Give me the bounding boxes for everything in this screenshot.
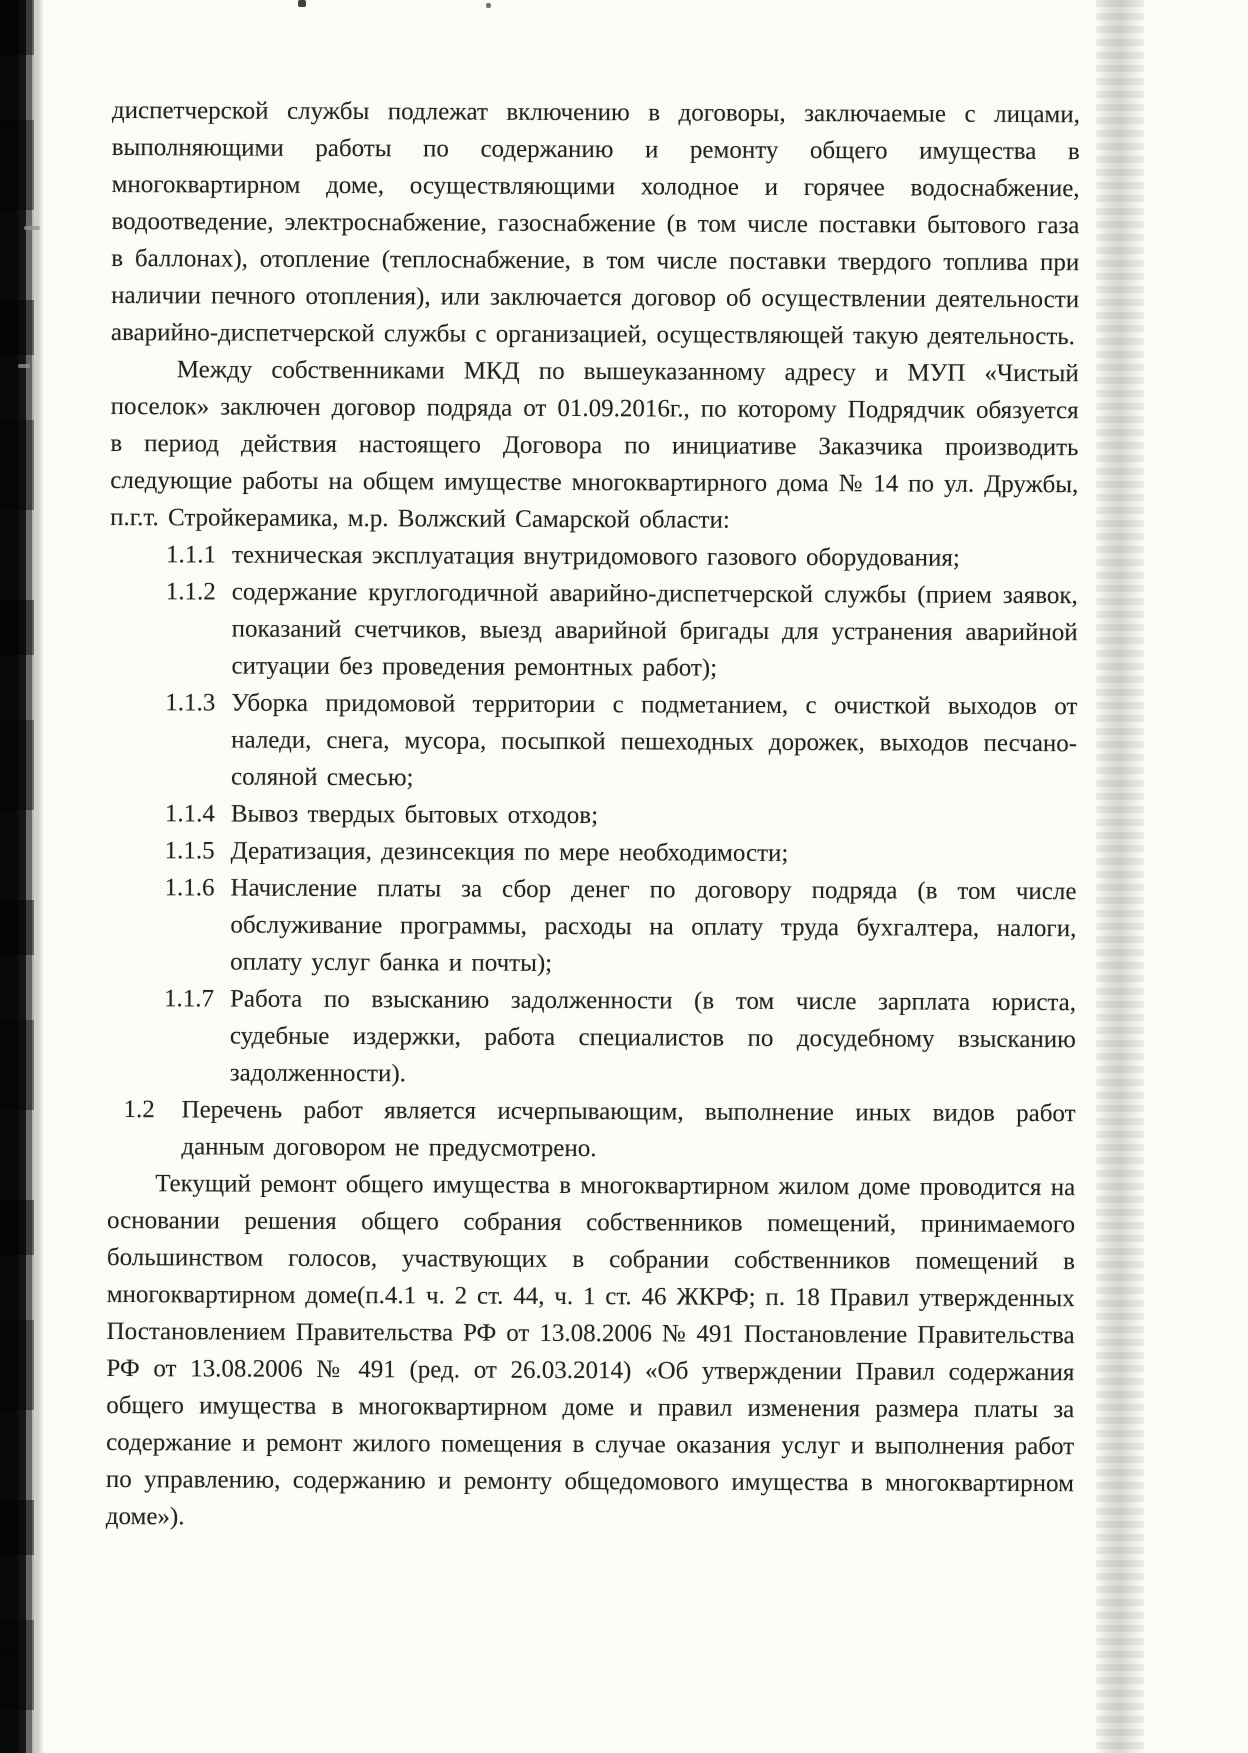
works-list xyxy=(107,536,1078,1169)
paragraph-dispatch-service: диспетчерской службы подлежат включению в договоры, заключаемые с лицами, выполняющими работы по содержанию и ремонту общего имущества в многоквартирном доме, осуществляющими холодное и горячее водоснабжение, водоотведение, электроснабжение, газоснабжение (в том числе поставки бытового газа в баллонах), отопление (теплоснабжение, в том числе поставки твердого топлива при наличии печного отопления), или заключается договор об осуществлении деятельности аварийно-диспетчерской службы с организацией, осуществляющей такую деятельность. xyxy=(110,96,1080,351)
list-item-number: 1.1.6 xyxy=(164,874,215,902)
list-item xyxy=(109,795,1077,836)
scan-speck xyxy=(24,226,40,230)
scan-edge-right xyxy=(1096,0,1144,1753)
list-item-number: 1.1.1 xyxy=(165,541,217,569)
scan-speck xyxy=(18,364,30,368)
scan-edge-left xyxy=(0,0,44,1753)
document-body xyxy=(106,92,1080,1539)
list-item xyxy=(108,980,1076,1095)
list-item-text: Работа по взысканию задолженности (в том числе зарплата юриста, судебные издержки, работа специалистов по досудебному взысканию задолженности). xyxy=(229,985,1077,1088)
list-item xyxy=(109,573,1077,688)
list-item-number: 1.1.4 xyxy=(164,800,215,828)
list-item-text: Вывоз твердых бытовых отходов; xyxy=(230,800,599,830)
list-item xyxy=(110,536,1078,577)
list-item xyxy=(109,684,1077,799)
list-item xyxy=(107,1091,1075,1169)
list-item-number: 1.1.7 xyxy=(163,985,215,1013)
list-item-number: 1.1.3 xyxy=(165,689,216,717)
list-item xyxy=(109,832,1077,873)
list-item-text: Начисление платы за сбор денег по договору подряда (в том числе обслуживание программы, расходы на оплату труда бухгалтера, налоги, оплату услуг банка и почты); xyxy=(230,874,1077,977)
list-item-text: Уборка придомовой территории с подметанием, с очисткой выходов от наледи, снега, мусора, посыпкой пешеходных дорожек, выходов песчано-соляной смесью; xyxy=(230,689,1078,792)
scan-speck xyxy=(298,0,306,7)
scan-speck xyxy=(486,3,491,8)
list-item-text: содержание круглогодичной аварийно-диспетчерской службы (прием заявок, показаний счетчиков, выезд аварийной бригады для устранения аварийной ситуации без проведения ремонтных работ); xyxy=(231,578,1078,682)
list-item-number: 1.1.5 xyxy=(164,837,215,865)
list-item-text: Перечень работ является исчерпывающим, выполнение иных видов работ данным договором не предусмотрено. xyxy=(181,1096,1076,1163)
paragraph-current-repair: Текущий ремонт общего имущества в многоквартирном жилом доме проводится на основании решения общего собрания собственников помещений, принимаемого большинством голосов, участвующих в собрании собственников помещений в многоквартирном доме(п.4.1 ч. 2 ст. 44, ч. 1 ст. 46 ЖКРФ; п. 18 Правил утвержденных Постановлением Правительства РФ от 13.08.2006 № 491 Постановление Правительства РФ от 13.08.2006 № 491 (ред. от 26.03.2014) «Об утверждении Правил содержания общего имущества в многоквартирном доме и правил изменения размера платы за содержание и ремонт жилого помещения в случае оказания услуг и выполнения работ по управлению, содержанию и ремонту общедомового имущества в многоквартирном доме»). xyxy=(105,1170,1076,1531)
list-item-text: Дератизация, дезинсекция по мере необходимости; xyxy=(230,837,789,867)
list-item-text: техническая эксплуатация внутридомового газового оборудования; xyxy=(231,541,960,572)
list-item xyxy=(108,869,1076,984)
list-item-number: 1.1.2 xyxy=(165,578,216,606)
list-item-number: 1.2 xyxy=(123,1096,155,1124)
paragraph-contract-intro: Между собственниками МКД по вышеуказанному адресу и МУП «Чистый поселок» заключен договор подряда от 01.09.2016г., по которому Подрядчик обязуется в период действия настоящего Договора по инициативе Заказчика производить следующие работы на общем имуществе многоквартирного дома № 14 по ул. Дружбы, п.г.т. Стройкерамика, м.р. Волжский Самарской области: xyxy=(110,356,1079,534)
